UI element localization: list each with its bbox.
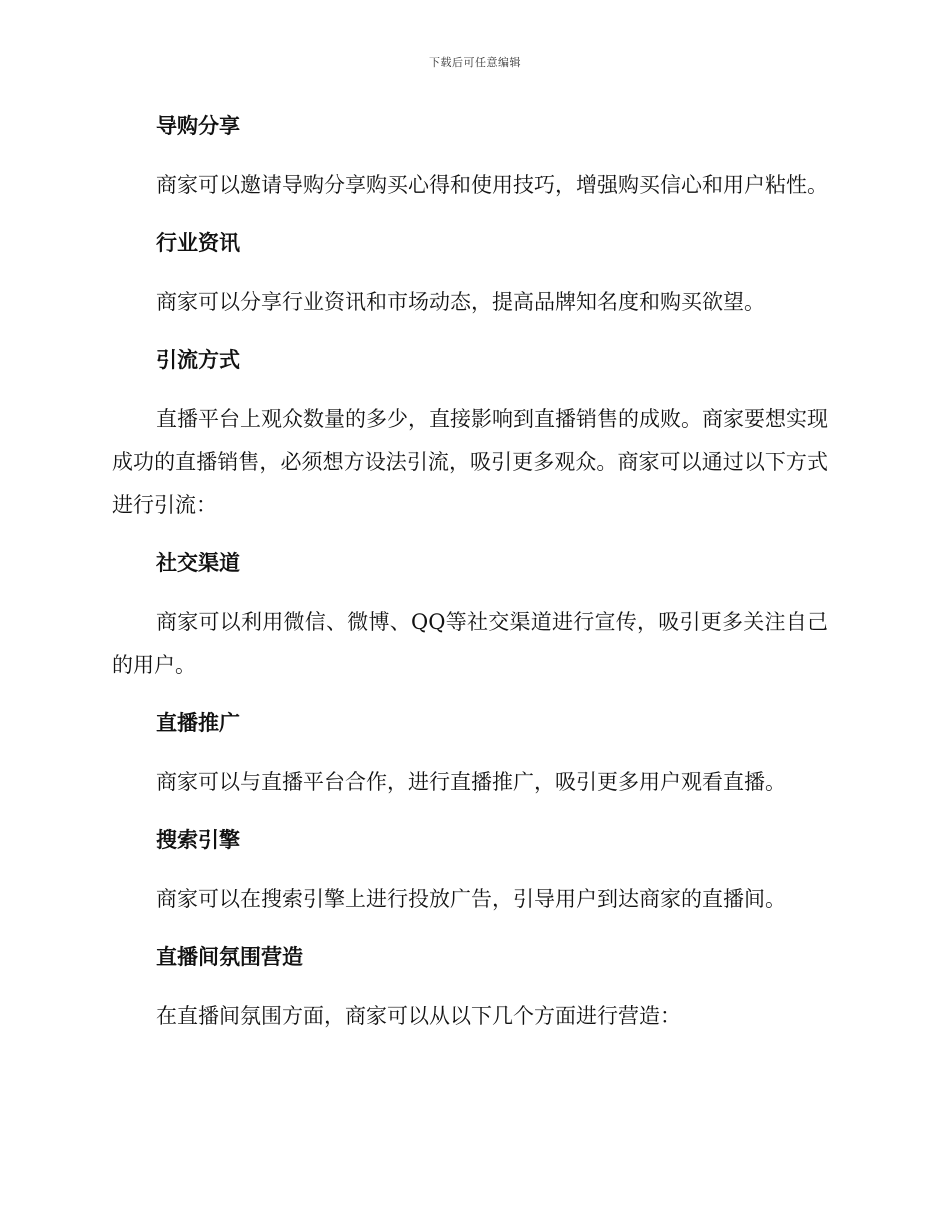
section-heading: 行业资讯: [156, 231, 240, 255]
page-header-note: 下载后可任意编辑: [429, 56, 521, 69]
section-paragraph: 在直播间氛围方面，商家可以从以下几个方面进行营造：: [156, 1004, 681, 1028]
section-heading: 搜索引擎: [156, 828, 240, 852]
section-paragraph: 商家可以利用微信、微博、QQ等社交渠道进行宣传，吸引更多关注自己的用户。: [112, 610, 828, 677]
section-paragraph: 直播平台上观众数量的多少，直接影响到直播销售的成败。商家要想实现成功的直播销售，必须想方设法引流，吸引更多观众。商家可以通过以下方式进行引流：: [112, 407, 828, 517]
section-heading: 引流方式: [156, 348, 240, 372]
document-body: [112, 110, 828, 1038]
section-heading: 直播推广: [156, 711, 240, 735]
section-heading: 直播间氛围营造: [156, 945, 303, 969]
section-paragraph: 商家可以邀请导购分享购买心得和使用技巧，增强购买信心和用户粘性。: [156, 173, 828, 197]
section-heading: 导购分享: [156, 114, 240, 138]
section-paragraph: 商家可以分享行业资讯和市场动态，提高品牌知名度和购买欲望。: [156, 290, 765, 314]
section-heading: 社交渠道: [156, 551, 240, 575]
section-paragraph: 商家可以与直播平台合作，进行直播推广，吸引更多用户观看直播。: [156, 770, 786, 794]
section-paragraph: 商家可以在搜索引擎上进行投放广告，引导用户到达商家的直播间。: [156, 887, 786, 911]
